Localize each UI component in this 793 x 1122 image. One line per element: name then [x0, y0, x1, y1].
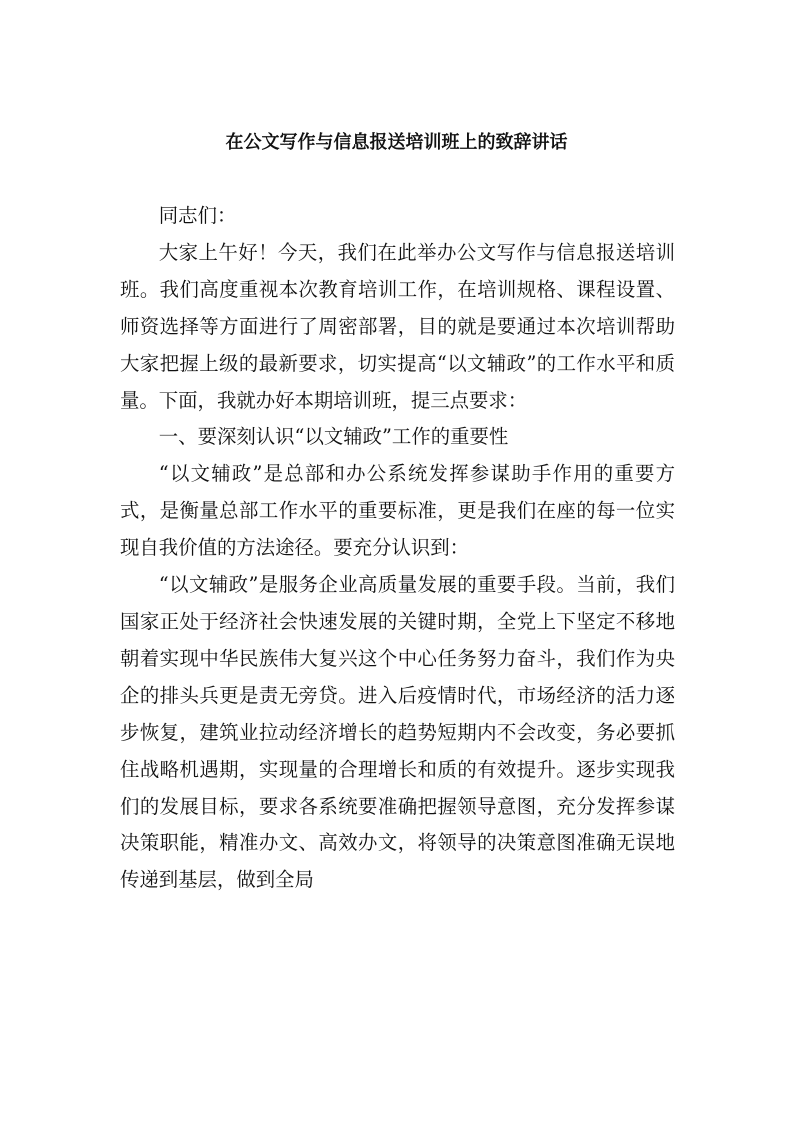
salutation: 同志们： — [158, 204, 237, 227]
document-title: 在公文写作与信息报送培训班上的致辞讲话 — [225, 132, 568, 153]
paragraph: “以文辅政”是服务企业高质量发展的重要手段。当前，我们国家正处于经济社会快速发展的关键时期，全党上下坚定不移地朝着实现中华民族伟大复兴这个中心任务努力奋斗，我们作为央企的排头兵更是责无旁贷。进入后疫情时代，市场经济的活力逐步恢复，建筑业拉动经济增长的趋势短期内不会改变，务必要抓住战略机遇期，实现量的合理增长和质的有效提升。逐步实现我们的发展目标，要求各系统要准确把握领导意图，充分发挥参谋决策职能，精准办文、高效办文，将领导的决策意图准确无误地传递到基层，做到全局 — [120, 573, 675, 892]
paragraph-opening: 大家上午好！今天，我们在此举办公文写作与信息报送培训班。我们高度重视本次教育培训工作，在培训规格、课程设置、师资选择等方面进行了周密部署，目的就是要通过本次培训帮助大家把握上级的最新要求，切实提高“以文辅政”的工作水平和质量。下面，我就办好本期培训班，提三点要求： — [120, 240, 675, 412]
paragraph: “以文辅政”是总部和办公系统发挥参谋助手作用的重要方式，是衡量总部工作水平的重要标准，更是我们在座的每一位实现自我价值的方法途径。要充分认识到： — [120, 462, 675, 560]
section-heading-1: 一、要深刻认识“以文辅政”工作的重要性 — [158, 425, 509, 449]
document-body — [120, 198, 675, 899]
